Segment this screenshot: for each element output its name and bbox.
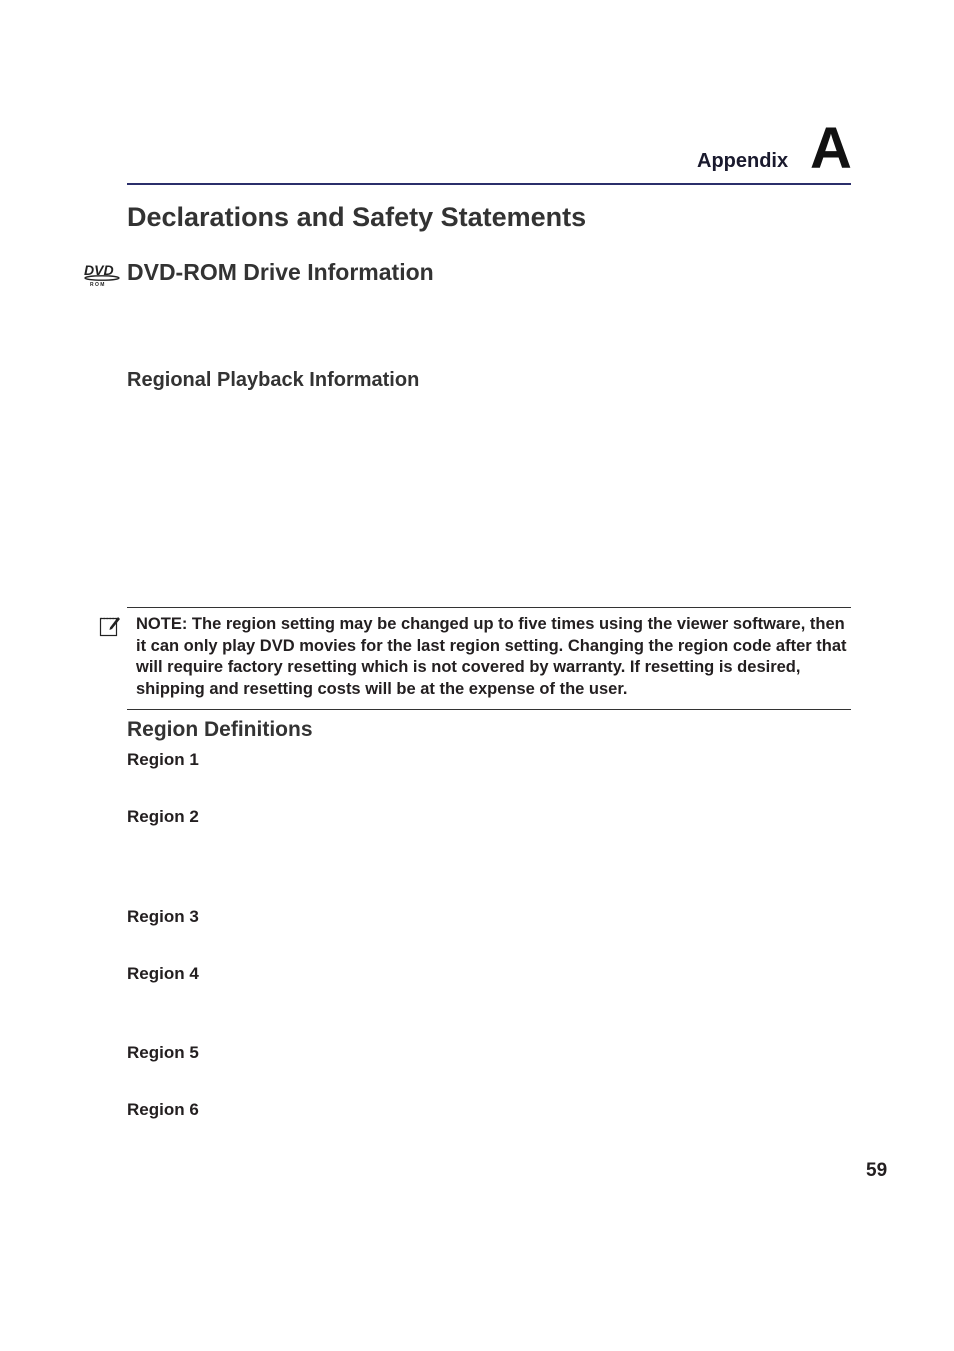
regional-playback-heading: Regional Playback Information <box>127 369 420 391</box>
dvd-icon-text: DVD <box>84 262 114 278</box>
region-definitions-heading: Region Definitions <box>127 718 313 741</box>
region-label-1: Region 1 <box>127 750 199 769</box>
header-divider <box>127 183 851 185</box>
region-label-3: Region 3 <box>127 907 199 926</box>
dvd-rom-icon <box>83 261 121 287</box>
note-pencil-icon <box>99 615 121 637</box>
page-number: 59 <box>866 1160 888 1181</box>
note-bottom-rule <box>127 709 851 710</box>
dvd-section-heading: DVD-ROM Drive Information <box>127 259 434 285</box>
region-label-4: Region 4 <box>127 964 199 983</box>
region-label-6: Region 6 <box>127 1100 199 1119</box>
note-text: NOTE: The region setting may be changed up to five times using the viewer software, then it can only play DVD movies for the last region setting. Changing the region code after that will require factory resetting which is not covered by warranty. If resetting is desired, shipping and resetting costs will be at the expense of the user. <box>136 615 847 698</box>
page-title: Declarations and Safety Statements <box>127 202 587 232</box>
region-label-2: Region 2 <box>127 807 199 826</box>
dvd-icon-subtext: R O M <box>90 282 105 287</box>
note-top-rule <box>127 607 851 608</box>
region-label-5: Region 5 <box>127 1043 199 1062</box>
appendix-letter: A <box>810 116 852 181</box>
appendix-label: Appendix <box>697 150 789 172</box>
